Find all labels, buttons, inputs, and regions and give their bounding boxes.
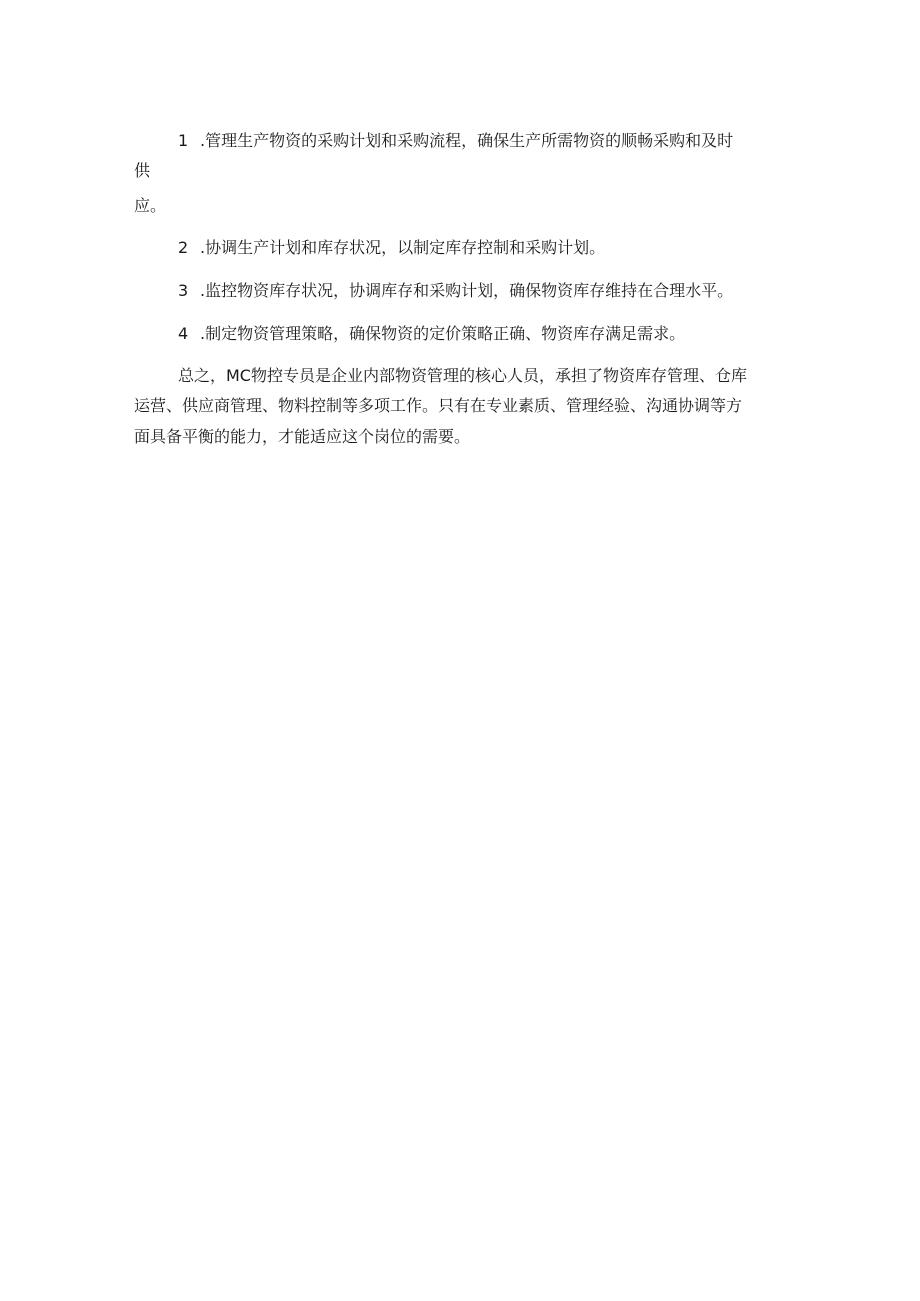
list-item-1-line3: 应。 <box>134 196 167 215</box>
list-item-3-number: 3 <box>178 281 189 300</box>
summary-line2: 运营、供应商管理、物料控制等多项工作。只有在专业素质、管理经验、沟通协调等方 <box>134 396 743 415</box>
list-item-2-number: 2 <box>178 238 189 257</box>
list-item-4 <box>178 324 685 344</box>
list-item-1-text: .管理生产物资的采购计划和采购流程，确保生产所需物资的顺畅采购和及时 <box>200 131 734 150</box>
list-item-1-line1 <box>178 131 733 151</box>
list-item-2-text: .协调生产计划和库存状况，以制定库存控制和采购计划。 <box>200 238 606 257</box>
list-item-1-number: 1 <box>178 131 189 150</box>
list-item-1-line2: 供 <box>134 161 151 180</box>
list-item-3-text: .监控物资库存状况，协调库存和采购计划，确保物资库存维持在合理水平。 <box>200 281 734 300</box>
list-item-4-number: 4 <box>178 324 189 343</box>
list-item-3 <box>178 281 733 301</box>
summary-line3: 面具备平衡的能力，才能适应这个岗位的需要。 <box>134 427 471 446</box>
list-item-2 <box>178 238 605 258</box>
list-item-4-text: .制定物资管理策略，确保物资的定价策略正确、物资库存满足需求。 <box>200 324 686 343</box>
summary-line1: 总之，MC物控专员是企业内部物资管理的核心人员，承担了物资库存管理、仓库 <box>178 366 747 385</box>
